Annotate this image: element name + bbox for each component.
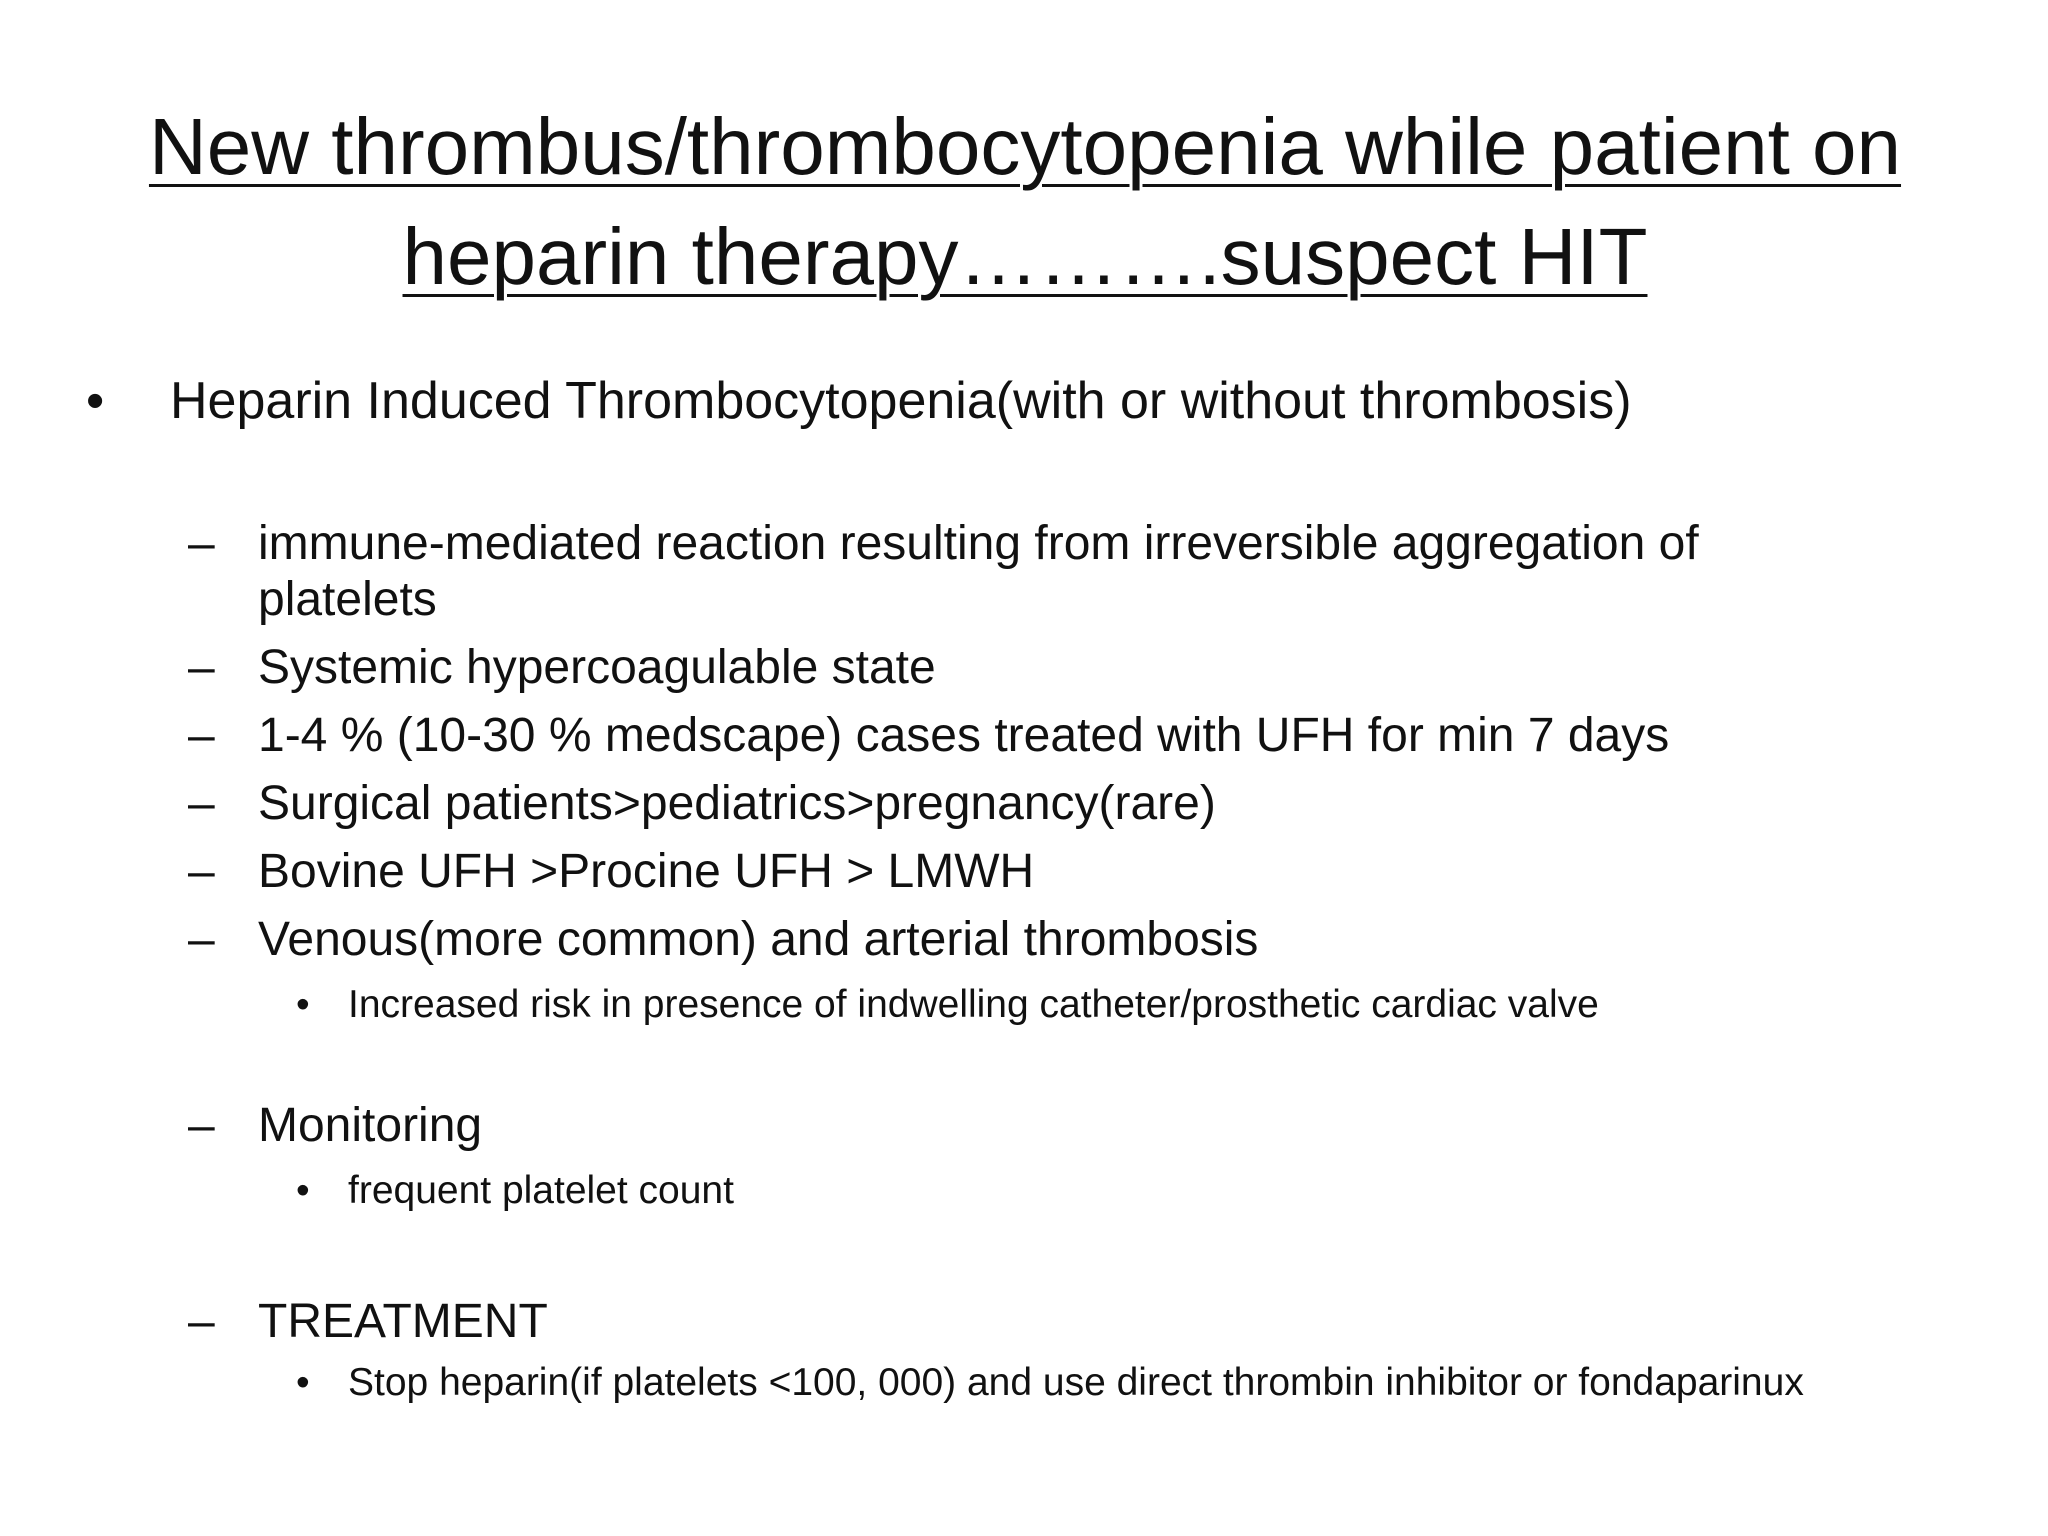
subpoint-text: immune-mediated reaction resulting from irreversible aggregation of platelets [258,517,1699,626]
subpoint-text: Monitoring [258,1099,483,1152]
bullet-marker: • [296,1169,310,1212]
subpoint-text: Venous(more common) and arterial thrombosis [258,913,1259,966]
subpoint-text: TREATMENT [258,1295,548,1348]
main-bullet-text: Heparin Induced Thrombocytopenia(with or without thrombosis) [170,372,1632,430]
subpoint-text: Surgical patients>pediatrics>pregnancy(rare) [258,777,1216,830]
subpoint-text: Bovine UFH >Procine UFH > LMWH [258,845,1035,898]
title-line-1: New thrombus/thrombocytopenia while patient on [148,102,1902,191]
bullet-marker: • [296,983,310,1026]
detail-text: Increased risk in presence of indwelling catheter/prosthetic cardiac valve [348,983,1599,1026]
dash-marker: – [188,517,215,570]
subpoint-text: 1-4 % (10-30 % medscape) cases treated with UFH for min 7 days [258,709,1670,762]
subpoint-item [188,1098,1888,1154]
detail-item [296,1360,1876,1406]
dash-marker: – [188,709,215,762]
dash-marker: – [188,845,215,898]
subpoint-item [188,776,1888,832]
dash-marker: – [188,913,215,966]
detail-text: Stop heparin(if platelets <100, 000) and use direct thrombin inhibitor or fondaparinux [348,1361,1804,1404]
dash-marker: – [188,1295,215,1348]
title-line-2: heparin therapy……….suspect HIT [402,212,1648,301]
subpoint-text: Systemic hypercoagulable state [258,641,936,694]
subpoint-item [188,516,1888,628]
subpoint-item [188,912,1888,968]
slide-title [60,92,1990,312]
main-bullet [86,370,1986,432]
subpoint-item [188,708,1888,764]
subpoint-item [188,1294,1888,1350]
dash-marker: – [188,1099,215,1152]
subpoint-item [188,844,1888,900]
detail-text: frequent platelet count [348,1169,734,1212]
dash-marker: – [188,777,215,830]
detail-item [296,982,1876,1028]
dash-marker: – [188,641,215,694]
bullet-marker: • [86,372,105,430]
subpoint-item [188,640,1888,696]
bullet-marker: • [296,1361,310,1404]
detail-item [296,1168,1876,1214]
